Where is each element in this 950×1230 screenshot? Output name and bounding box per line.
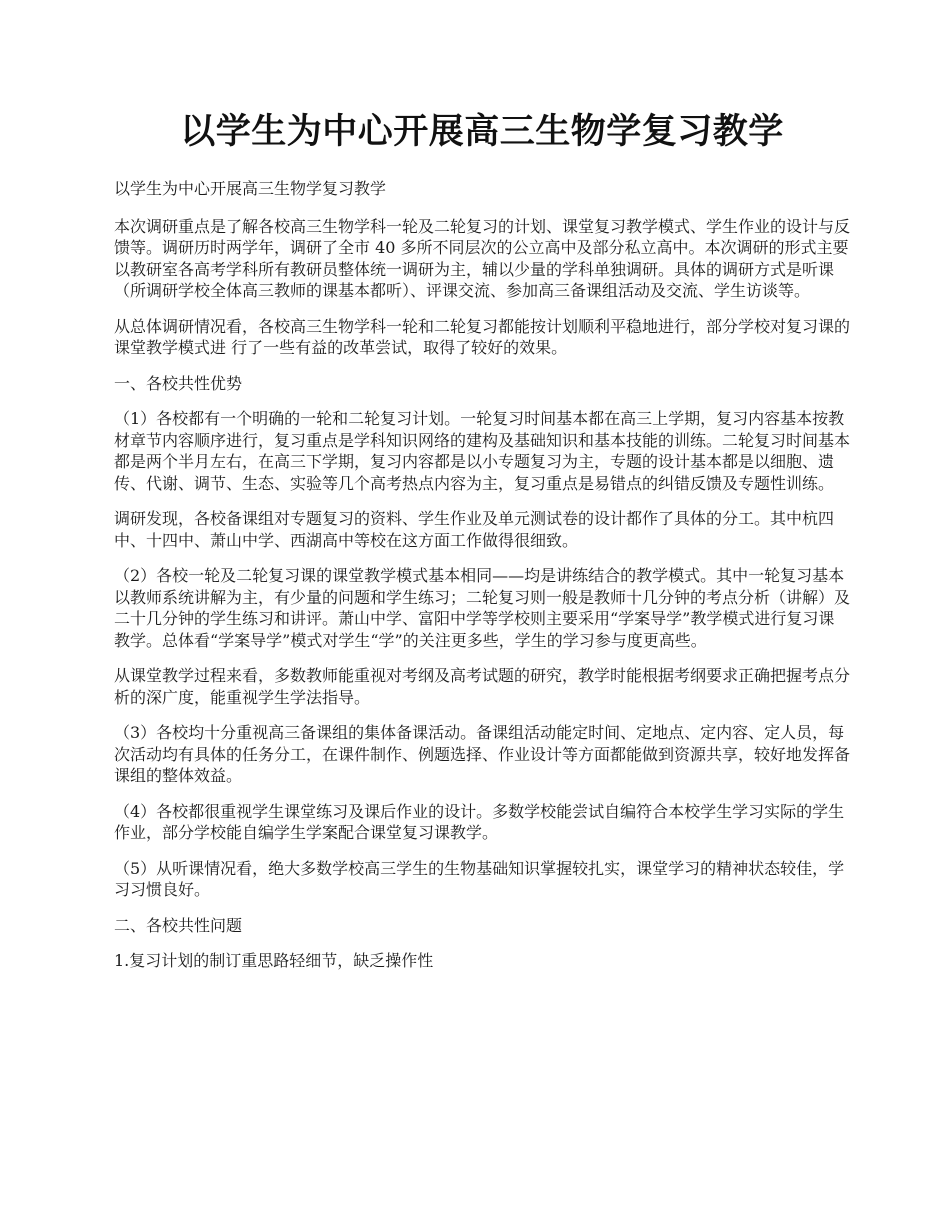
section-heading-strengths: 一、各校共性优势 xyxy=(114,373,243,393)
paragraph-strength-2: （2）各校一轮及二轮复习课的课堂教学模式基本相同——均是讲练结合的教学模式。其中一轮复习基本以教师系统讲解为主，有少量的问题和学生练习；二轮复习则一般是教师十几分钟的考点分析（讲解）及二十几分钟的学生练习和讲评。萧山中学、富阳中学等学校则主要采用“学案导学”教学模式进行复习课教学。总体看“学案导学”模式对学生“学”的关注更多些，学生的学习参与度更高些。 xyxy=(114,566,851,650)
paragraph-strength-4: （4）各校都很重视学生课堂练习及课后作业的设计。多数学校能尝试自编符合本校学生学习实际的学生作业，部分学校能自编学生学案配合课堂复习课教学。 xyxy=(114,801,845,842)
section-heading-problems: 二、各校共性问题 xyxy=(114,915,243,935)
paragraph-survey-overview: 本次调研重点是了解各校高三生物学科一轮及二轮复习的计划、课堂复习教学模式、学生作业的设计与反馈等。调研历时两学年，调研了全市 40 多所不同层次的公立高中及部分私立高中。本次调研的形式主要以教研室各高考学科所有教研员整体统一调研为主，辅以少量的学科单独调研。具体的调研方式是听课（所调研学校全体高三教师的课基本都听）、评课交流、参加高三备课组活动及交流、学生访谈等。 xyxy=(114,216,851,300)
paragraph-overall-situation: 从总体调研情况看，各校高三生物学科一轮和二轮复习都能按计划顺利平稳地进行，部分学校对复习课的课堂教学模式进 行了一些有益的改革尝试，取得了较好的效果。 xyxy=(114,316,851,357)
paragraph-survey-finding: 调研发现，各校备课组对专题复习的资料、学生作业及单元测试卷的设计都作了具体的分工。其中杭四中、十四中、萧山中学、西湖高中等校在这方面工作做得很细致。 xyxy=(114,509,835,550)
paragraph-strength-1: （1）各校都有一个明确的一轮和二轮复习计划。一轮复习时间基本都在高三上学期，复习内容基本按教材章节内容顺序进行，复习重点是学科知识网络的建构及基础知识和基本技能的训练。二轮复习时间基本都是两个半月左右，在高三下学期，复习内容都是以小专题复习为主，专题的设计基本都是以细胞、遗传、代谢、调节、生态、实验等几个高考热点内容为主，复习重点是易错点的纠错反馈及专题性训练。 xyxy=(114,409,851,493)
paragraph-problem-1: 1.复习计划的制订重思路轻细节，缺乏操作性 xyxy=(114,951,434,970)
document-page xyxy=(114,108,850,986)
document-subtitle: 以学生为中心开展高三生物学复习教学 xyxy=(114,179,387,198)
document-title: 以学生为中心开展高三生物学复习教学 xyxy=(180,111,784,152)
paragraph-strength-3: （3）各校均十分重视高三备课组的集体备课活动。备课组活动能定时间、定地点、定内容、定人员，每次活动均有具体的任务分工，在课件制作、例题选择、作业设计等方面都能做到资源共享，较好地发挥备课组的整体效益。 xyxy=(114,723,851,785)
paragraph-strength-5: （5）从听课情况看，绝大多数学校高三学生的生物基础知识掌握较扎实，课堂学习的精神状态较佳，学习习惯良好。 xyxy=(114,858,845,899)
paragraph-classroom-process: 从课堂教学过程来看，多数教师能重视对考纲及高考试题的研究，教学时能根据考纲要求正确把握考点分析的深广度，能重视学生学法指导。 xyxy=(114,666,851,707)
